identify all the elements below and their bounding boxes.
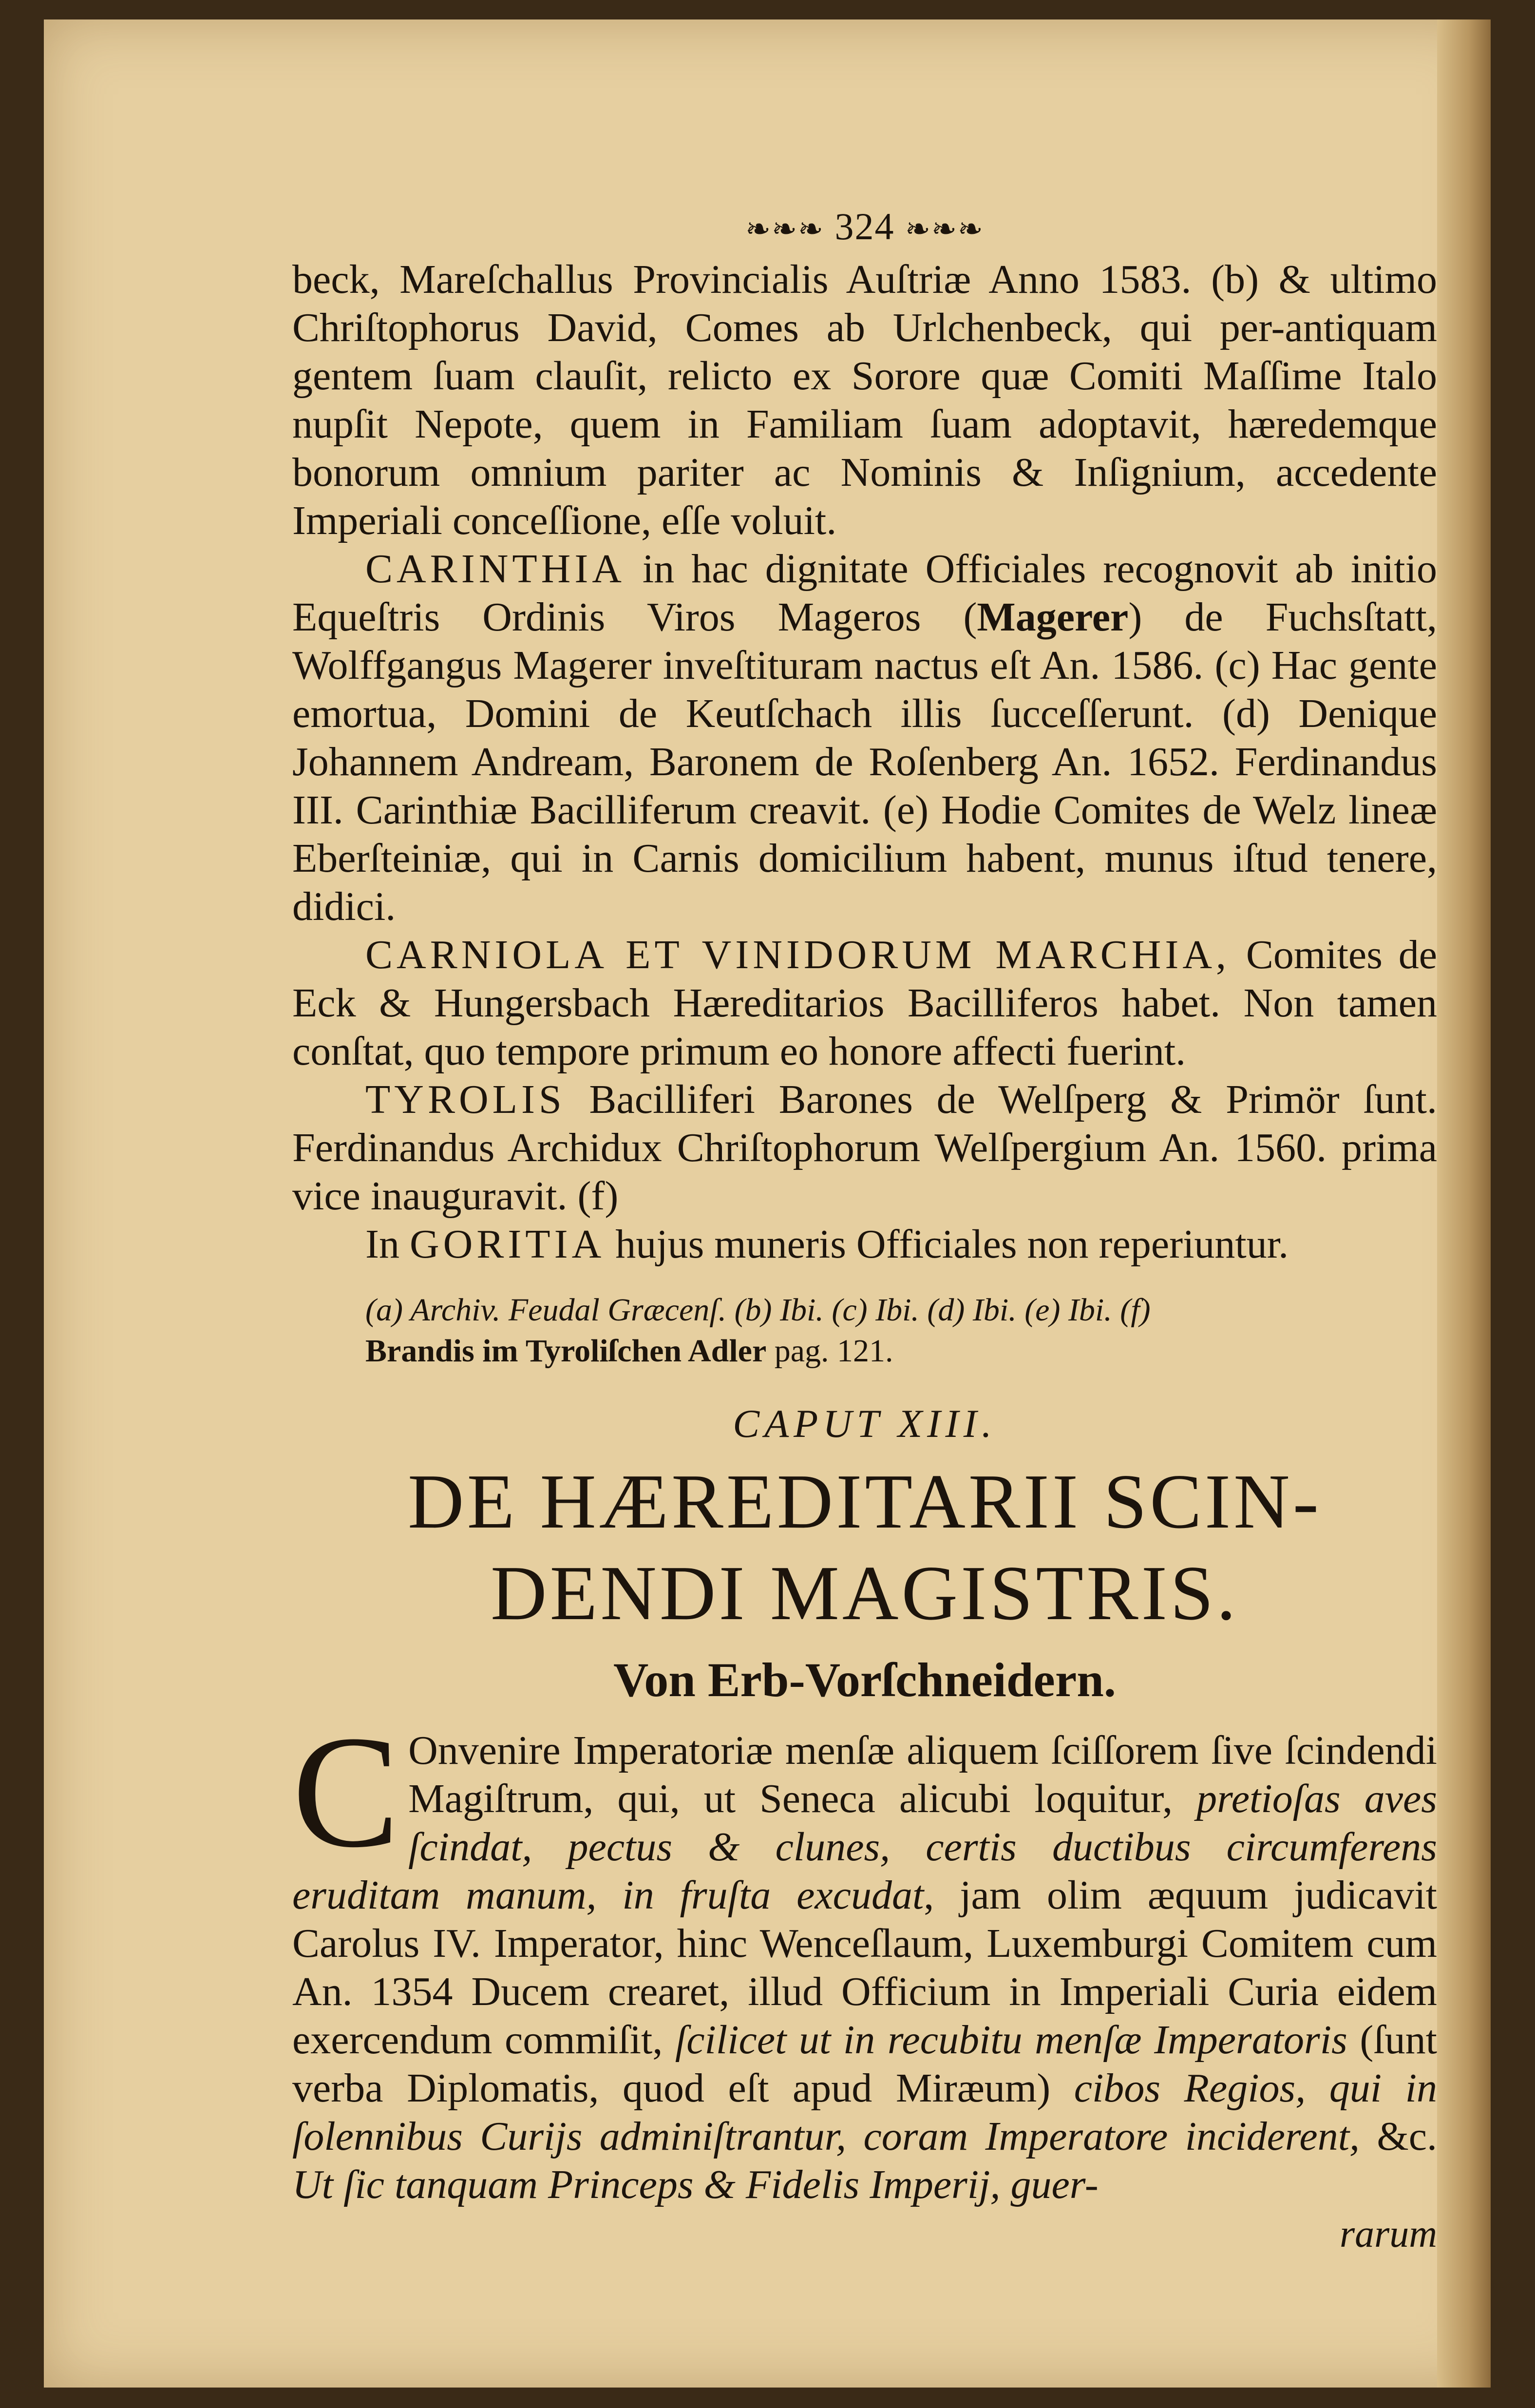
german-term-magerer: Magerer: [977, 594, 1129, 640]
footnotes: [292, 1290, 1437, 1372]
section-name-carniola: CARNIOLA ET VINIDORUM MARCHIA,: [365, 932, 1231, 977]
body-text-3: (ſunt verba Diplomatis, quod eſt apud Miræum): [292, 2017, 1437, 2111]
page-number: 324: [834, 205, 895, 248]
chapter-title-line-2: DENDI MAGISTRIS.: [491, 1549, 1239, 1636]
body-text-1: Onvenire Imperatoriæ menſæ aliquem ſciſſorem ſive ſcindendi Magiſtrum, qui, ut Seneca alicubi loquitur,: [408, 1728, 1437, 1821]
section-name-carinthia: CARINTHIA: [365, 546, 625, 592]
paragraph-goritia-text-b: hujus muneris Officiales non reperiuntur.: [605, 1222, 1289, 1267]
chapter-title: [292, 1455, 1437, 1639]
paragraph-tyrolis: [292, 1075, 1437, 1220]
paragraph-carinthia-text-a: in hac dignitate Officiales recognovit ab initio Equeſtris Ordinis Viros Mageros (: [292, 546, 1437, 640]
paragraph-carinthia: [292, 545, 1437, 931]
body-quote-diploma-1: ſcilicet ut in recubitu menſæ Imperatoris: [675, 2017, 1347, 2063]
ornament-left-icon: ❧❧❧: [745, 213, 824, 246]
section-name-goritia: GORITIA: [409, 1222, 606, 1267]
ornament-right-icon: ❧❧❧: [905, 213, 984, 246]
paragraph-goritia-text-a: In: [365, 1222, 410, 1267]
footnote-line-2: [365, 1331, 1437, 1372]
catchword: rarum: [1339, 2213, 1437, 2255]
body-text-4: &c.: [1360, 2114, 1438, 2159]
book-spine: [1437, 19, 1491, 2388]
paragraph-continuation: beck, Mareſchallus Provincialis Auſtriæ Anno 1583. (b) & ultimo Chriſtophorus David, Comes ab Urlchenbeck, qui per-antiquam gentem ſuam clauſit, relicto ex Sorore quæ Comiti Maſſime Italo nupſit Nepote, quem in Familiam ſuam adoptavit, hæredemque bonorum omnium pariter ac Nominis & Inſignium, accedente Imperiali conceſſione, eſſe voluit.: [292, 257, 1437, 543]
paragraph-carinthia-text-b: ) de Fuchsſtatt, Wolffgangus Magerer inveſtituram nactus eſt An. 1586. (c) Hac gente emortua, Domini de Keutſchach illis ſucceſſerunt. (d) Denique Johannem Andream, Baronem de Roſenberg An. 1652. Ferdinandus III. Carinthiæ Bacilliferum creavit. (e) Hodie Comites de Welz lineæ Eberſteiniæ, qui in Carnis domicilium habent, munus iſtud tenere, didici.: [292, 594, 1437, 929]
paragraph-goritia: [292, 1220, 1437, 1268]
chapter-body-paragraph: [292, 1703, 1438, 2209]
chapter-title-line-1: DE HÆREDITARII SCIN-: [408, 1458, 1322, 1545]
footnote-references: (a) Archiv. Feudal Græcenſ. (b) Ibi. (c) Ibi. (d) Ibi. (e) Ibi. (f): [365, 1292, 1151, 1328]
footnote-line-1: [365, 1290, 1437, 1331]
footnote-page-ref: pag. 121.: [766, 1333, 893, 1369]
body-text-2: , jam olim æquum judicavit Carolus IV. Imperator, hinc Wenceſlaum, Luxemburgi Comitem cum An. 1354 Ducem crearet, illud Officium in Imperiali Curia eidem exercendum commiſit,: [292, 1873, 1437, 2063]
chapter-subtitle: Von Erb-Vorſchneidern.: [613, 1653, 1116, 1707]
paragraph-tyrolis-text: Bacilliferi Barones de Welſperg & Primör ſunt. Ferdinandus Archidux Chriſtophorum Welſpergium An. 1560. prima vice inauguravit. (f): [292, 1077, 1437, 1219]
page-header: [292, 205, 1437, 251]
drop-cap: C: [292, 1703, 400, 1881]
paragraph-carniola-text: Comites de Eck & Hungersbach Hæreditarios Bacilliferos habet. Non tamen conſtat, quo tempore primum eo honore affecti fuerint.: [292, 932, 1437, 1074]
body-quote-diploma-3: Ut ſic tanquam Princeps & Fidelis Imperij, guer-: [292, 2162, 1099, 2207]
book-page: [44, 19, 1491, 2388]
body-quote-diploma-2: cibos Regios, qui in ſolennibus Curijs adminiſtrantur, coram Imperatore inciderent,: [292, 2065, 1438, 2159]
footnote-source-title: Brandis im Tyroliſchen Adler: [365, 1333, 767, 1369]
paragraph-carniola: [292, 931, 1437, 1075]
text-block: [292, 205, 1437, 2257]
body-quote-seneca: pretioſas aves ſcindat, pectus & clunes, certis ductibus circumferens eruditam manum, in fruſta excudat: [292, 1776, 1437, 1918]
section-name-tyrolis: TYROLIS: [365, 1077, 566, 1122]
chapter-label: CAPUT XIII.: [733, 1401, 997, 1446]
